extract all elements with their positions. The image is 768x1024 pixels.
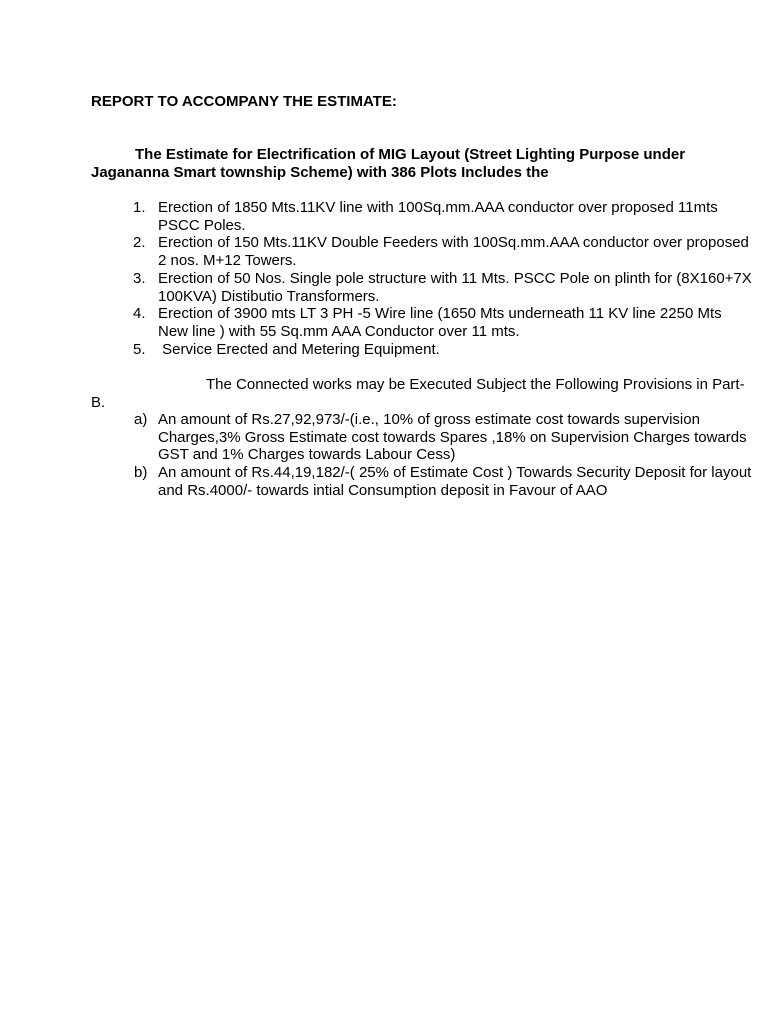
provision-text: An amount of Rs.44,19,182/-( 25% of Estimate Cost ) Towards Security Deposit for layout and Rs.4000/- towards intial Consumption deposit in Favour of AAO — [158, 464, 752, 499]
list-item — [133, 270, 753, 305]
report-heading: REPORT TO ACCOMPANY THE ESTIMATE: — [91, 93, 397, 110]
list-item-number: 4. — [133, 305, 146, 323]
provision-marker: b) — [134, 464, 148, 482]
provision-item — [134, 464, 754, 499]
list-item-number: 1. — [133, 199, 146, 216]
list-item-text: Service Erected and Metering Equipment. — [158, 340, 440, 358]
provisions-intro: The Connected works may be Executed Subject the Following Provisions in Part-B. — [91, 376, 745, 411]
list-item — [133, 341, 753, 359]
list-item-text: Erection of 1850 Mts.11KV line with 100Sq.mm.AAA conductor over proposed 11mts PSCC Poles. — [158, 199, 718, 234]
list-item-text: Erection of 3900 mts LT 3 PH -5 Wire line (1650 Mts underneath 11 KV line 2250 Mts New line ) with 55 Sq.mm AAA Conductor over 11 mts. — [158, 305, 722, 340]
provisions-list — [134, 411, 754, 500]
list-item-text: Erection of 50 Nos. Single pole structure with 11 Mts. PSCC Pole on plinth for (8X160+7X 100KVA) Distibutio Transformers. — [158, 269, 752, 305]
list-item-number: 2. — [133, 234, 146, 252]
list-item-text: Erection of 150 Mts.11KV Double Feeders with 100Sq.mm.AAA conductor over proposed 2 nos. M+12 Towers. — [158, 234, 749, 270]
estimate-intro: The Estimate for Electrification of MIG Layout (Street Lighting Purpose under Jagananna Smart township Scheme) with 386 Plots Includes the — [91, 146, 686, 181]
list-item-number: 3. — [133, 269, 146, 287]
list-item — [133, 199, 753, 234]
provision-text: An amount of Rs.27,92,973/-(i.e., 10% of gross estimate cost towards supervision Charges,3% Gross Estimate cost towards Spares ,18% on Supervision Charges towards GST and 1% Charges towards Labour Cess) — [158, 411, 747, 464]
list-item — [133, 305, 753, 340]
list-item-number: 5. — [133, 340, 146, 358]
provision-item — [134, 411, 754, 464]
list-item — [133, 234, 753, 269]
works-list — [133, 199, 753, 358]
provision-marker: a) — [134, 411, 148, 428]
